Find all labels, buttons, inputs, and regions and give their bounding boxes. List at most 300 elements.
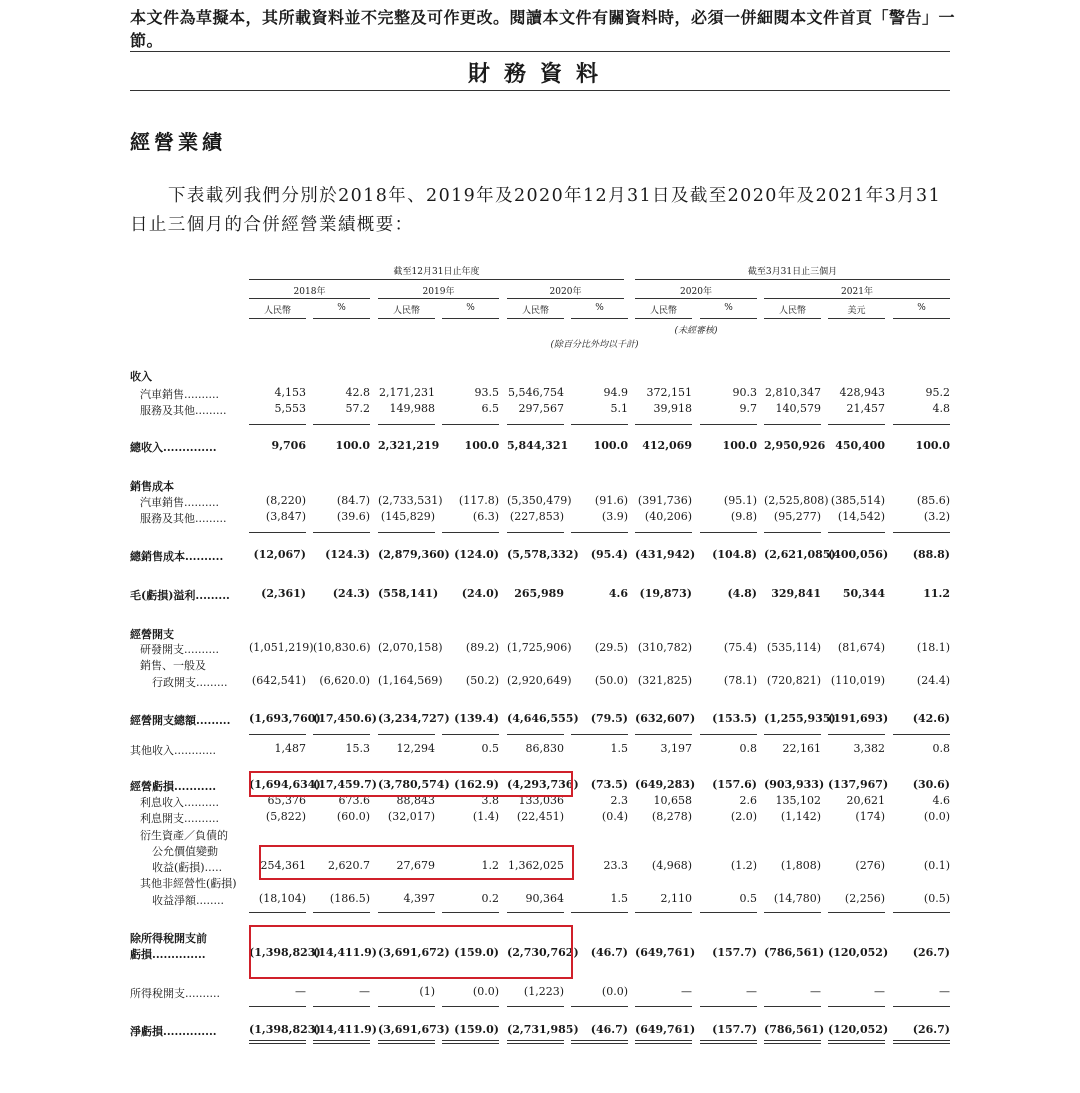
subtotal-rule xyxy=(893,912,950,913)
table-cell: 4,397 xyxy=(403,892,435,905)
table-cell: (32,017) xyxy=(387,810,435,823)
table-cell: (17,459.7) xyxy=(313,778,377,791)
table-cell: — xyxy=(746,985,757,998)
subtotal-rule xyxy=(313,734,370,735)
subtotal-rule xyxy=(249,1006,306,1007)
subtotal-rule xyxy=(571,424,628,425)
table-cell: (14,542) xyxy=(837,510,885,523)
subtotal-rule xyxy=(764,424,821,425)
table-cell: 1,487 xyxy=(274,742,306,755)
column-header: % xyxy=(337,303,346,313)
double-underline xyxy=(828,1040,885,1044)
row-label: 研發開支.......... xyxy=(140,643,219,656)
row-label: 收益(虧損)..... xyxy=(152,861,223,874)
subtotal-rule xyxy=(507,912,564,913)
column-rule xyxy=(507,318,564,319)
row-label: 總收入.............. xyxy=(130,441,217,454)
table-cell: (9.8) xyxy=(730,510,757,523)
unit-note: (除百分比外均以千計) xyxy=(550,340,639,350)
table-cell: 10,658 xyxy=(653,794,692,807)
row-label: 行政開支......... xyxy=(152,676,228,689)
double-underline xyxy=(893,1040,950,1044)
column-header: % xyxy=(917,303,926,313)
year-rule xyxy=(507,298,624,299)
subtotal-rule xyxy=(313,912,370,913)
table-cell: 5,553 xyxy=(274,402,306,415)
double-underline xyxy=(378,1040,435,1044)
double-underline xyxy=(700,1040,757,1044)
subtotal-rule xyxy=(893,424,950,425)
year-rule xyxy=(635,298,757,299)
table-cell: (5,822) xyxy=(265,810,306,823)
table-cell: (391,736) xyxy=(637,494,692,507)
table-cell: (4,968) xyxy=(651,859,692,872)
table-cell: 95.2 xyxy=(925,386,950,399)
table-cell: (137,967) xyxy=(828,778,889,791)
table-cell: (17,450.6) xyxy=(313,712,377,725)
table-cell: 15.3 xyxy=(345,742,370,755)
subtotal-rule xyxy=(635,424,692,425)
group-rule-year-end xyxy=(249,279,624,280)
table-cell: (95.1) xyxy=(723,494,757,507)
subtotal-rule xyxy=(442,1006,499,1007)
table-cell: 93.5 xyxy=(474,386,499,399)
row-label: 收益淨額........ xyxy=(152,894,224,907)
year-rule xyxy=(249,298,370,299)
table-cell: 3,382 xyxy=(853,742,885,755)
row-label: 服務及其他......... xyxy=(140,404,227,417)
table-cell: (85.6) xyxy=(916,494,950,507)
table-cell: (1,164,569) xyxy=(378,674,443,687)
table-cell: (40,206) xyxy=(644,510,692,523)
table-cell: (1,223) xyxy=(523,985,564,998)
table-cell: 1,362,025 xyxy=(508,859,564,872)
table-cell: (1,398,823) xyxy=(249,946,321,959)
table-cell: (1,398,823) xyxy=(249,1023,321,1036)
subtotal-rule xyxy=(764,734,821,735)
table-cell: (3,780,574) xyxy=(378,778,450,791)
subtotal-rule xyxy=(507,734,564,735)
row-label: 利息收入.......... xyxy=(140,796,219,809)
column-header: 人民幣 xyxy=(778,306,806,316)
table-cell: (3.9) xyxy=(601,510,628,523)
column-rule xyxy=(249,318,306,319)
double-underline xyxy=(313,1040,370,1044)
table-cell: (310,782) xyxy=(637,641,692,654)
subtotal-rule xyxy=(571,734,628,735)
subtotal-rule xyxy=(635,912,692,913)
table-cell: (95.4) xyxy=(590,548,628,561)
table-cell: (22,451) xyxy=(516,810,564,823)
table-cell: 11.2 xyxy=(923,587,950,600)
column-header: % xyxy=(724,303,733,313)
table-cell: (12,067) xyxy=(253,548,306,561)
table-cell: (145,829) xyxy=(380,510,435,523)
table-cell: 0.5 xyxy=(739,892,757,905)
double-underline xyxy=(635,1040,692,1044)
table-cell: 133,036 xyxy=(518,794,564,807)
table-cell: (1,808) xyxy=(780,859,821,872)
row-label: 所得稅開支.......... xyxy=(130,987,220,1000)
table-cell: (174) xyxy=(855,810,885,823)
table-cell: (14,411.9) xyxy=(313,946,377,959)
table-cell: 5,844,321 xyxy=(507,439,569,452)
table-cell: (2,070,158) xyxy=(378,641,443,654)
subtotal-rule xyxy=(249,734,306,735)
column-rule xyxy=(700,318,757,319)
table-cell: (60.0) xyxy=(336,810,370,823)
double-underline xyxy=(507,1040,564,1044)
double-underline xyxy=(764,1040,821,1044)
column-rule xyxy=(378,318,435,319)
table-cell: (558,141) xyxy=(378,587,439,600)
table-cell: (5,350,479) xyxy=(507,494,572,507)
table-cell: 2,620.7 xyxy=(328,859,370,872)
row-label: 其他非經營性(虧損) xyxy=(140,877,237,890)
subtotal-rule xyxy=(507,424,564,425)
table-cell: (104.8) xyxy=(712,548,757,561)
table-cell: (3,691,673) xyxy=(378,1023,450,1036)
subtotal-rule xyxy=(764,912,821,913)
table-cell: (649,283) xyxy=(635,778,696,791)
table-cell: (1.2) xyxy=(730,859,757,872)
table-cell: 149,988 xyxy=(389,402,435,415)
table-cell: 90,364 xyxy=(525,892,564,905)
table-cell: (159.0) xyxy=(454,946,499,959)
table-cell: (8,278) xyxy=(651,810,692,823)
row-label: 毛(虧損)溢利......... xyxy=(130,589,230,602)
table-cell: (46.7) xyxy=(590,1023,628,1036)
group-header-year-end: 截至12月31日止年度 xyxy=(393,267,480,277)
highlight-loss-before-tax xyxy=(249,925,579,979)
table-cell: (26.7) xyxy=(912,1023,950,1036)
table-cell: (39.6) xyxy=(336,510,370,523)
subtotal-rule xyxy=(700,532,757,533)
table-cell: (1,255,935) xyxy=(764,712,836,725)
column-header: 人民幣 xyxy=(649,306,677,316)
table-cell: 42.8 xyxy=(345,386,370,399)
subtotal-rule xyxy=(442,912,499,913)
row-label: 收入 xyxy=(130,370,152,383)
table-cell: (120,052) xyxy=(828,1023,889,1036)
table-cell: (3.2) xyxy=(923,510,950,523)
subtotal-rule xyxy=(700,424,757,425)
column-header: 人民幣 xyxy=(521,306,549,316)
table-cell: (786,561) xyxy=(764,1023,825,1036)
row-label: 公允價值變動 xyxy=(152,845,218,858)
table-cell: (1) xyxy=(419,985,435,998)
table-cell: (157.7) xyxy=(712,946,757,959)
table-cell: (26.7) xyxy=(912,946,950,959)
table-cell: (6,620.0) xyxy=(319,674,370,687)
column-rule xyxy=(571,318,628,319)
table-cell: (2,621,085) xyxy=(764,548,836,561)
subtotal-rule xyxy=(893,734,950,735)
row-label: 其他收入............ xyxy=(130,744,216,757)
table-cell: (321,825) xyxy=(637,674,692,687)
row-label: 經營開支總額......... xyxy=(130,714,231,727)
table-cell: (84.7) xyxy=(336,494,370,507)
table-cell: (124.3) xyxy=(325,548,370,561)
table-cell: (19,873) xyxy=(639,587,692,600)
table-cell: 100.0 xyxy=(335,439,370,452)
subtotal-rule xyxy=(378,1006,435,1007)
group-rule-three-months xyxy=(635,279,950,280)
subtotal-rule xyxy=(893,532,950,533)
table-cell: 2.6 xyxy=(739,794,757,807)
year-header: 2020年 xyxy=(549,287,582,297)
column-header: % xyxy=(595,303,604,313)
table-cell: (5,578,332) xyxy=(507,548,579,561)
table-cell: (649,761) xyxy=(635,1023,696,1036)
table-cell: (89.2) xyxy=(465,641,499,654)
subtotal-rule xyxy=(507,532,564,533)
table-cell: (117.8) xyxy=(458,494,499,507)
subtotal-rule xyxy=(313,532,370,533)
table-cell: (186.5) xyxy=(329,892,370,905)
table-cell: 4.6 xyxy=(608,587,628,600)
table-cell: 254,361 xyxy=(260,859,306,872)
double-underline xyxy=(571,1040,628,1044)
table-cell: (81,674) xyxy=(837,641,885,654)
subtotal-rule xyxy=(700,912,757,913)
subtotal-rule xyxy=(249,532,306,533)
table-cell: 2,171,231 xyxy=(379,386,435,399)
table-cell: 2,810,347 xyxy=(765,386,821,399)
table-cell: 9.7 xyxy=(739,402,757,415)
table-cell: 39,918 xyxy=(653,402,692,415)
table-cell: (4,293,736) xyxy=(507,778,579,791)
subtotal-rule xyxy=(442,734,499,735)
subtotal-rule xyxy=(764,532,821,533)
table-cell: (153.5) xyxy=(712,712,757,725)
table-cell: 0.2 xyxy=(481,892,499,905)
subtotal-rule xyxy=(700,734,757,735)
table-cell: 12,294 xyxy=(396,742,435,755)
subsection-title: 經營業績 xyxy=(130,130,226,154)
subtotal-rule xyxy=(442,532,499,533)
table-cell: 140,579 xyxy=(775,402,821,415)
table-cell: (786,561) xyxy=(764,946,825,959)
table-cell: (139.4) xyxy=(454,712,499,725)
subtotal-rule xyxy=(700,1006,757,1007)
table-cell: (2,525,808) xyxy=(764,494,829,507)
table-cell: 4.6 xyxy=(932,794,950,807)
table-cell: (0.4) xyxy=(601,810,628,823)
table-cell: (3,234,727) xyxy=(378,712,450,725)
table-cell: 2,110 xyxy=(660,892,692,905)
row-label: 經營虧損........... xyxy=(130,780,217,793)
table-cell: (30.6) xyxy=(912,778,950,791)
subtotal-rule xyxy=(635,734,692,735)
intro-paragraph: 下表載列我們分別於2018年、2019年及2020年12月31日及截至2020年及2021年3月31日止三個月的合併經營業績概要： xyxy=(130,186,942,235)
year-rule xyxy=(378,298,499,299)
subtotal-rule xyxy=(249,912,306,913)
row-label: 經營開支 xyxy=(130,628,174,641)
column-header: 美元 xyxy=(847,306,866,316)
column-header: % xyxy=(466,303,475,313)
subtotal-rule xyxy=(828,532,885,533)
table-cell: (88.8) xyxy=(912,548,950,561)
table-cell: 86,830 xyxy=(525,742,564,755)
table-cell: 2,950,926 xyxy=(764,439,826,452)
table-cell: (78.1) xyxy=(723,674,757,687)
table-cell: 4.8 xyxy=(932,402,950,415)
row-label: 總銷售成本.......... xyxy=(130,550,224,563)
table-cell: (42.6) xyxy=(912,712,950,725)
subtotal-rule xyxy=(378,912,435,913)
table-cell: 100.0 xyxy=(915,439,950,452)
table-cell: 9,706 xyxy=(271,439,306,452)
table-cell: (157.7) xyxy=(712,1023,757,1036)
table-cell: 673.6 xyxy=(338,794,370,807)
column-header: 人民幣 xyxy=(263,306,291,316)
table-cell: 90.3 xyxy=(732,386,757,399)
column-header: 人民幣 xyxy=(392,306,420,316)
table-cell: (2,361) xyxy=(261,587,306,600)
table-cell: 0.8 xyxy=(932,742,950,755)
table-cell: (903,933) xyxy=(764,778,825,791)
table-cell: (50.0) xyxy=(594,674,628,687)
table-cell: (385,514) xyxy=(830,494,885,507)
table-cell: 65,376 xyxy=(267,794,306,807)
table-cell: 100.0 xyxy=(593,439,628,452)
subtotal-rule xyxy=(313,1006,370,1007)
row-label: 汽車銷售.......... xyxy=(140,496,219,509)
table-cell: (535,114) xyxy=(766,641,821,654)
table-cell: (649,761) xyxy=(635,946,696,959)
table-cell: 329,841 xyxy=(771,587,821,600)
table-cell: (4.8) xyxy=(727,587,757,600)
table-cell: (24.3) xyxy=(332,587,370,600)
section-rule xyxy=(130,90,950,91)
subtotal-rule xyxy=(313,424,370,425)
year-header: 2018年 xyxy=(293,287,326,297)
table-cell: (6.3) xyxy=(472,510,499,523)
table-cell: (0.5) xyxy=(923,892,950,905)
table-cell: (2,920,649) xyxy=(507,674,572,687)
table-cell: 1.5 xyxy=(610,742,628,755)
table-cell: 1.5 xyxy=(610,892,628,905)
table-cell: 135,102 xyxy=(775,794,821,807)
subtotal-rule xyxy=(571,532,628,533)
double-underline xyxy=(442,1040,499,1044)
subtotal-rule xyxy=(828,734,885,735)
table-cell: (276) xyxy=(855,859,885,872)
table-cell: (18,104) xyxy=(258,892,306,905)
table-cell: (24.0) xyxy=(461,587,499,600)
table-cell: (24.4) xyxy=(916,674,950,687)
table-cell: (73.5) xyxy=(590,778,628,791)
table-cell: (0.0) xyxy=(923,810,950,823)
table-cell: 21,457 xyxy=(846,402,885,415)
table-cell: 2,321,219 xyxy=(378,439,440,452)
table-cell: (162.9) xyxy=(454,778,499,791)
table-cell: 94.9 xyxy=(603,386,628,399)
table-cell: 0.5 xyxy=(481,742,499,755)
column-rule xyxy=(442,318,499,319)
table-cell: (2,879,360) xyxy=(378,548,450,561)
subtotal-rule xyxy=(635,1006,692,1007)
table-cell: (227,853) xyxy=(509,510,564,523)
section-title: 財務資料 xyxy=(467,61,612,87)
table-cell: — xyxy=(359,985,370,998)
table-cell: (157.6) xyxy=(712,778,757,791)
table-cell: 57.2 xyxy=(345,402,370,415)
table-cell: — xyxy=(810,985,821,998)
table-cell: 450,400 xyxy=(835,439,885,452)
table-cell: (95,277) xyxy=(773,510,821,523)
table-cell: 22,161 xyxy=(782,742,821,755)
column-rule xyxy=(828,318,885,319)
table-cell: — xyxy=(681,985,692,998)
table-cell: (79.5) xyxy=(590,712,628,725)
table-cell: 265,989 xyxy=(514,587,564,600)
table-cell: 1.2 xyxy=(481,859,499,872)
table-cell: 5.1 xyxy=(610,402,628,415)
subtotal-rule xyxy=(378,532,435,533)
subtotal-rule xyxy=(635,532,692,533)
row-label: 除所得稅開支前 xyxy=(130,932,207,945)
subtotal-rule xyxy=(442,424,499,425)
row-label: 汽車銷售.......... xyxy=(140,388,219,401)
group-header-three-months: 截至3月31日止三個月 xyxy=(747,267,838,277)
table-cell: 428,943 xyxy=(839,386,885,399)
table-cell: (50.2) xyxy=(465,674,499,687)
subtotal-rule xyxy=(378,424,435,425)
table-cell: (720,821) xyxy=(766,674,821,687)
table-cell: (159.0) xyxy=(454,1023,499,1036)
table-cell: 297,567 xyxy=(518,402,564,415)
year-header: 2021年 xyxy=(841,287,873,297)
row-label: 淨虧損.............. xyxy=(130,1025,217,1038)
table-cell: (0.0) xyxy=(601,985,628,998)
row-label: 虧損.............. xyxy=(130,948,206,961)
table-cell: (2,731,985) xyxy=(507,1023,579,1036)
table-cell: (1,725,906) xyxy=(507,641,572,654)
table-cell: (431,942) xyxy=(635,548,696,561)
table-cell: (4,646,555) xyxy=(507,712,579,725)
table-cell: 100.0 xyxy=(464,439,499,452)
table-cell: (2,730,762) xyxy=(507,946,579,959)
table-cell: (3,691,672) xyxy=(378,946,450,959)
table-cell: (1,142) xyxy=(780,810,821,823)
draft-warning: 本文件為草擬本，其所載資料並不完整及可作更改。閱讀本文件有關資料時，必須一併細閱本文件首頁「警告」一節。 xyxy=(130,8,956,50)
table-cell: (14,780) xyxy=(773,892,821,905)
table-cell: (8,220) xyxy=(265,494,306,507)
table-cell: (46.7) xyxy=(590,946,628,959)
row-label: 服務及其他......... xyxy=(140,512,227,525)
table-cell: (75.4) xyxy=(723,641,757,654)
table-cell: (14,411.9) xyxy=(313,1023,377,1036)
subtotal-rule xyxy=(507,1006,564,1007)
highlight-operating-loss xyxy=(249,771,579,797)
table-cell: (2,256) xyxy=(844,892,885,905)
table-cell: 2.3 xyxy=(610,794,628,807)
table-cell: (124.0) xyxy=(454,548,499,561)
highlight-fair-value-gain xyxy=(259,845,574,880)
subtotal-rule xyxy=(764,1006,821,1007)
table-cell: (642,541) xyxy=(251,674,306,687)
row-label: 衍生資產／負債的 xyxy=(140,829,228,842)
table-cell: 23.3 xyxy=(603,859,628,872)
column-rule xyxy=(635,318,692,319)
table-cell: 5,546,754 xyxy=(508,386,564,399)
table-cell: (3,847) xyxy=(265,510,306,523)
year-header: 2019年 xyxy=(422,287,455,297)
table-cell: 3.8 xyxy=(481,794,499,807)
double-underline xyxy=(249,1040,306,1044)
